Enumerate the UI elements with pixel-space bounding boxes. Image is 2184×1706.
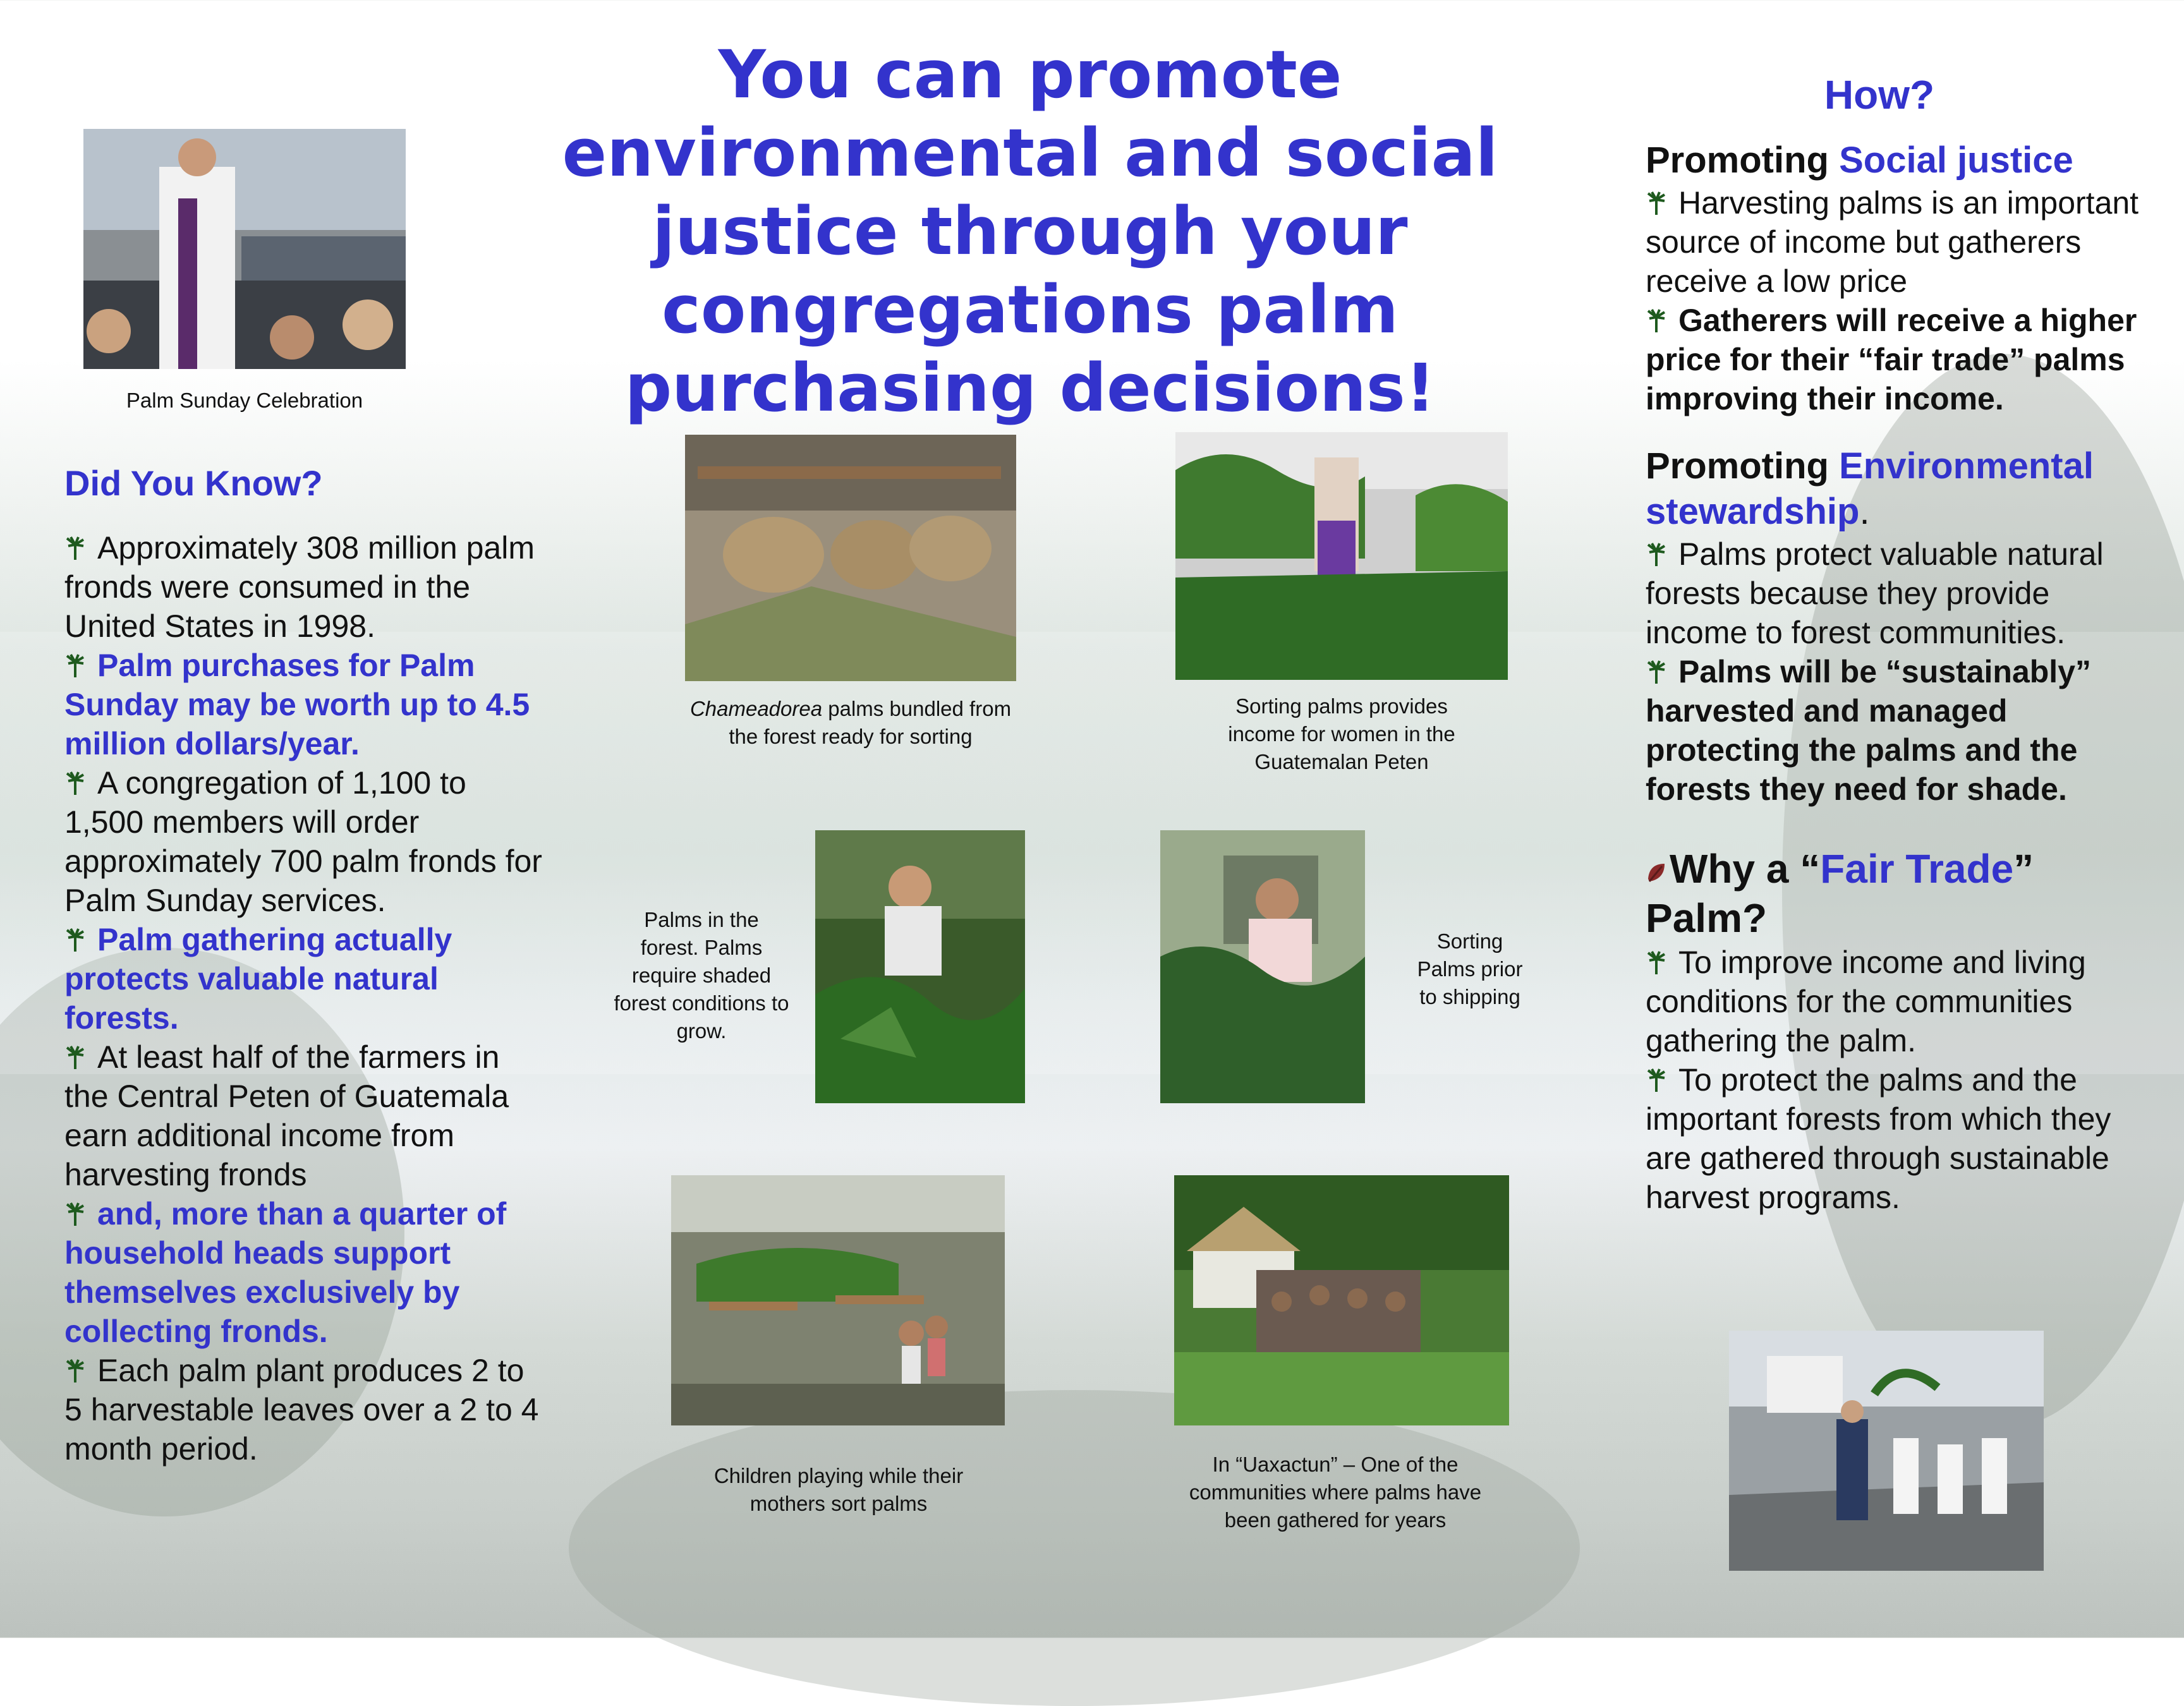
palm-bullet-icon [1646,191,1667,216]
fact-item: and, more than a quarter of household heads support themselves exclusively by collecting fronds. [64,1196,507,1349]
page-title: You can promote environmental and social justice through your congregations palm purchasing decisions! [562,36,1498,426]
palm-bullet-icon [64,653,86,679]
palm-bullet-icon [64,771,86,796]
how-item: Harvesting palms is an important source of income but gatherers receive a low price [1646,185,2139,299]
women-sorting-photo [1175,432,1508,680]
background-shrub-center [569,1390,1580,1706]
fact-item: A congregation of 1,100 to 1,500 members will order approximately 700 palm fronds for Palm Sunday services. [64,765,542,918]
palm-bullet-icon [1646,1068,1667,1093]
palm-bullet-icon [64,1202,86,1227]
palm-bullet-icon [64,928,86,953]
palm-bullet-icon [64,1045,86,1070]
palm-bullet-icon [1646,542,1667,567]
forest-palms-photo [815,830,1025,1103]
palm-bullet-icon [1646,660,1667,685]
forest-palms-caption: Palms in the forest. Palms require shaded forest conditions to grow. [614,908,789,1043]
fact-item: Palm gathering actually protects valuable natural forests. [64,922,452,1036]
environmental-heading: Promoting Environmental stewardship. [1646,445,2094,532]
fact-item: Palm purchases for Palm Sunday may be worth up to 4.5 million dollars/year. [64,648,530,761]
palm-sunday-caption: Palm Sunday Celebration [126,389,363,412]
how-item: To improve income and living conditions for the communities gathering the palm. [1646,945,2086,1058]
palm-bullet-icon [64,1358,86,1384]
did-you-know-section [64,461,545,1468]
procession-photo [1729,1331,2044,1571]
palm-bullet-icon [64,536,86,561]
uaxactun-caption: In “Uaxactun” – One of the communities where palms have been gathered for years [1189,1453,1482,1532]
palm-bundles-caption: Chameadorea palms bundled from the forest ready for sorting [689,697,1012,748]
fact-item: At least half of the farmers in the Central Peten of Guatemala earn additional income from harvesting fronds [64,1039,509,1192]
how-item: To protect the palms and the important forests from which they are gathered through sustainable harvest programs. [1646,1062,2111,1215]
fact-item: Each palm plant produces 2 to 5 harvestable leaves over a 2 to 4 month period. [64,1353,539,1467]
fact-item: Approximately 308 million palm fronds were consumed in the United States in 1998. [64,530,535,644]
how-heading: How? [1824,72,1935,118]
how-section [1646,70,2151,1217]
sorting-before-shipping-caption: Sorting Palms prior to shipping [1417,929,1523,1008]
palm-bullet-icon [1646,950,1667,976]
did-you-know-heading: Did You Know? [64,463,323,503]
women-sorting-caption: Sorting palms provides income for women in the Guatemalan Peten [1228,694,1455,773]
palm-bundles-photo [685,435,1016,681]
social-justice-heading: Promoting Social justice [1646,140,2073,181]
how-item: Palms will be “sustainably” harvested and managed protecting the palms and the forests they need for shade. [1646,654,2092,807]
children-playing-photo [671,1175,1005,1425]
uaxactun-community-photo [1174,1175,1509,1425]
how-item: Palms protect valuable natural forests because they provide income to forest communities. [1646,536,2104,650]
palm-bullet-icon [1646,308,1667,334]
how-item: Gatherers will receive a higher price for their “fair trade” palms improving their income. [1646,303,2137,416]
palm-sunday-photo [83,129,406,369]
children-playing-caption: Children playing while their mothers sort palms [713,1464,964,1515]
fair-trade-heading: Why a “Fair Trade” Palm? [1646,846,2034,941]
leaf-bullet-icon [1646,860,1667,885]
sorting-before-shipping-photo [1160,830,1365,1103]
